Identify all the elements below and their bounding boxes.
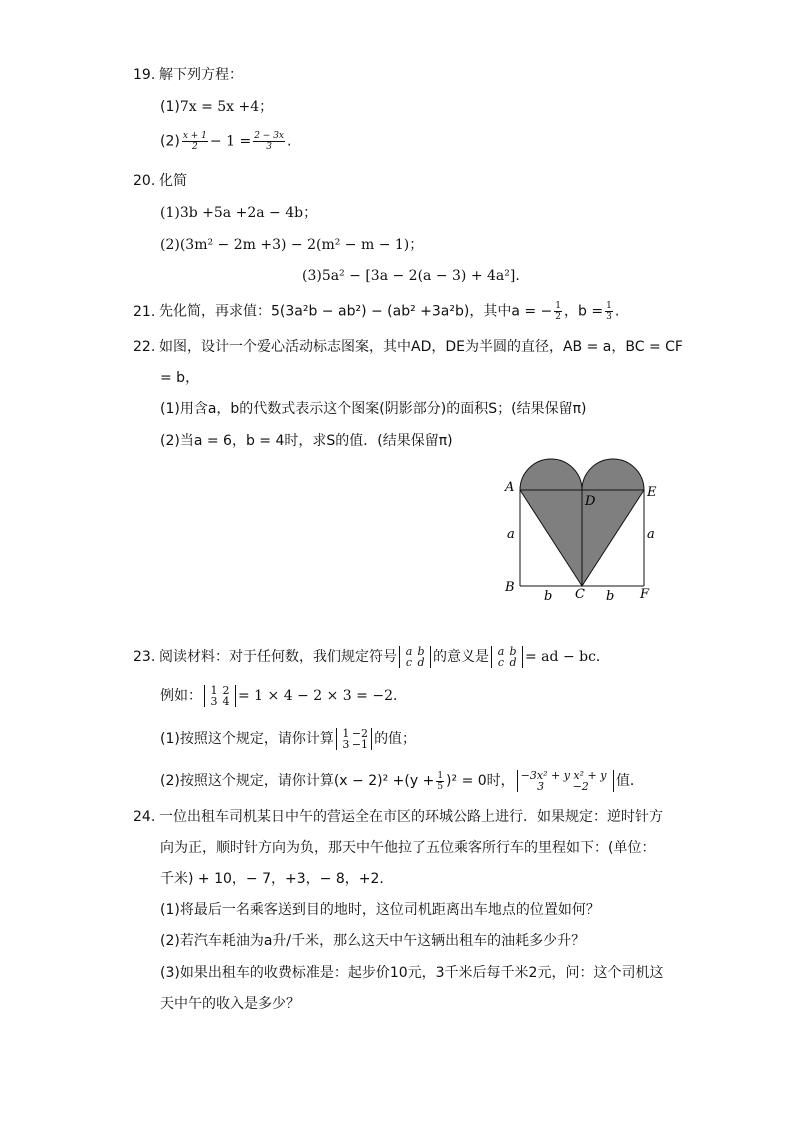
label-b-right: b bbox=[606, 589, 615, 604]
label-F: F bbox=[640, 587, 650, 602]
determinant-symbol: a b c d bbox=[399, 646, 431, 668]
q23-part-2 bbox=[160, 770, 644, 792]
question-text: 一位出租车司机某日中午的营运全在市区的环城公路上进行．如果规定：逆时针方 bbox=[159, 809, 663, 825]
q24-part-3: (3)如果出租车的收费标准是：起步价10元，3千米后每千米2元，问：这个司机这 bbox=[160, 965, 664, 981]
question-19 bbox=[133, 65, 243, 85]
q20-part-1: (1)3b +5a +2a − 4b； bbox=[160, 205, 318, 221]
part-text: 值． bbox=[615, 773, 644, 789]
question-text: 阅读材料：对于任何数，我们规定符号 bbox=[159, 649, 397, 665]
determinant-symbol: a b c d bbox=[491, 646, 523, 668]
q24-part-2: (2)若汽车耗油为a升/千米，那么这天中午这辆出租车的油耗多少升？ bbox=[160, 933, 586, 949]
question-text: 如图，设计一个爱心活动标志图案，其中AD，DE为半圆的直径，AB = a，BC = CF bbox=[159, 339, 683, 355]
equation-middle: − 1 = bbox=[209, 133, 252, 150]
question-21 bbox=[133, 301, 619, 322]
question-text: ，b = bbox=[564, 303, 604, 320]
part-text: (1)按照这个规定，请你计算 bbox=[160, 731, 334, 747]
fraction: $\frac{1}{2}$ bbox=[555, 301, 561, 322]
label-a-right: a bbox=[647, 527, 655, 542]
q19-part-2 bbox=[160, 131, 291, 152]
fraction: $\frac{2 - 3x}{3}$ bbox=[254, 131, 284, 152]
fraction: $\frac{1}{5}$ bbox=[437, 770, 444, 792]
question-number: 24. bbox=[133, 809, 156, 825]
question-23 bbox=[133, 646, 610, 668]
part-text: (2)按照这个规定，请你计算(x − 2)² +(y + bbox=[160, 773, 435, 789]
part-text: )² = 0时， bbox=[446, 773, 515, 789]
question-text: 的意义是 bbox=[433, 649, 489, 665]
label-D: D bbox=[585, 494, 596, 509]
question-number: 20. bbox=[133, 173, 156, 189]
question-text-cont: 向为正，顺时针方向为负，那天中午他拉了五位乘客所行车的里程如下：(单位： bbox=[160, 840, 656, 856]
q23-part-1 bbox=[160, 728, 416, 750]
question-number: 21. bbox=[133, 303, 156, 320]
part-2-determinant: −3x² + y x² + y 3 −2 bbox=[517, 770, 614, 792]
q24-part-3-cont: 天中午的收入是多少？ bbox=[160, 996, 300, 1012]
label-a-left: a bbox=[507, 527, 515, 542]
question-title: 解下列方程： bbox=[159, 67, 243, 83]
example-determinant: 1 2 3 4 bbox=[204, 685, 236, 707]
question-number: 19. bbox=[133, 67, 156, 83]
q22-part-2: (2)当a = 6，b = 4时，求S的值．(结果保留π) bbox=[160, 433, 453, 449]
heart-figure bbox=[500, 452, 670, 604]
part-prefix: (2) bbox=[160, 133, 180, 150]
part-prefix: (1) bbox=[160, 99, 180, 115]
fraction: $\frac{x + 1}{2}$ bbox=[182, 131, 207, 152]
part-text: 的值； bbox=[374, 731, 417, 747]
label-E: E bbox=[647, 485, 657, 500]
q23-example bbox=[160, 685, 407, 707]
formula: = ad − bc． bbox=[525, 649, 610, 665]
label-B: B bbox=[505, 580, 515, 595]
question-title: 化简 bbox=[159, 173, 187, 189]
equation: 7x = 5x +4； bbox=[179, 99, 274, 115]
q22-part-1: (1)用含a，b的代数式表示这个图案(阴影部分)的面积S；(结果保留π) bbox=[160, 401, 587, 417]
label-A: A bbox=[505, 480, 515, 495]
period: . bbox=[287, 133, 292, 150]
question-text-cont: = b， bbox=[160, 370, 200, 386]
q19-part-1 bbox=[160, 97, 273, 117]
question-number: 22. bbox=[133, 339, 156, 355]
fraction: $\frac{1}{3}$ bbox=[606, 301, 612, 322]
period: . bbox=[614, 303, 620, 320]
q20-part-2: (2)(3m² − 2m +3) − 2(m² − m − 1)； bbox=[160, 237, 424, 253]
example-label: 例如： bbox=[160, 688, 202, 704]
q20-part-3: (3)5a² − [3a − 2(a − 3) + 4a²]. bbox=[302, 268, 520, 284]
label-C: C bbox=[575, 587, 585, 602]
q24-part-1: (1)将最后一名乘客送到目的地时，这位司机距离出车地点的位置如何？ bbox=[160, 902, 600, 918]
question-number: 23. bbox=[133, 649, 156, 665]
example-formula: = 1 × 4 − 2 × 3 = −2． bbox=[238, 688, 407, 704]
question-text: 先化简，再求值：5(3a²b − ab²) − (ab² +3a²b)，其中a = − bbox=[159, 303, 553, 320]
part-1-determinant: 1 −2 3 −1 bbox=[336, 728, 372, 750]
question-22 bbox=[133, 337, 683, 357]
question-20 bbox=[133, 171, 187, 191]
question-24 bbox=[133, 807, 663, 827]
question-text-cont: 千米) + 10，− 7，+3，− 8，+2． bbox=[160, 871, 394, 887]
label-b-left: b bbox=[544, 589, 553, 604]
